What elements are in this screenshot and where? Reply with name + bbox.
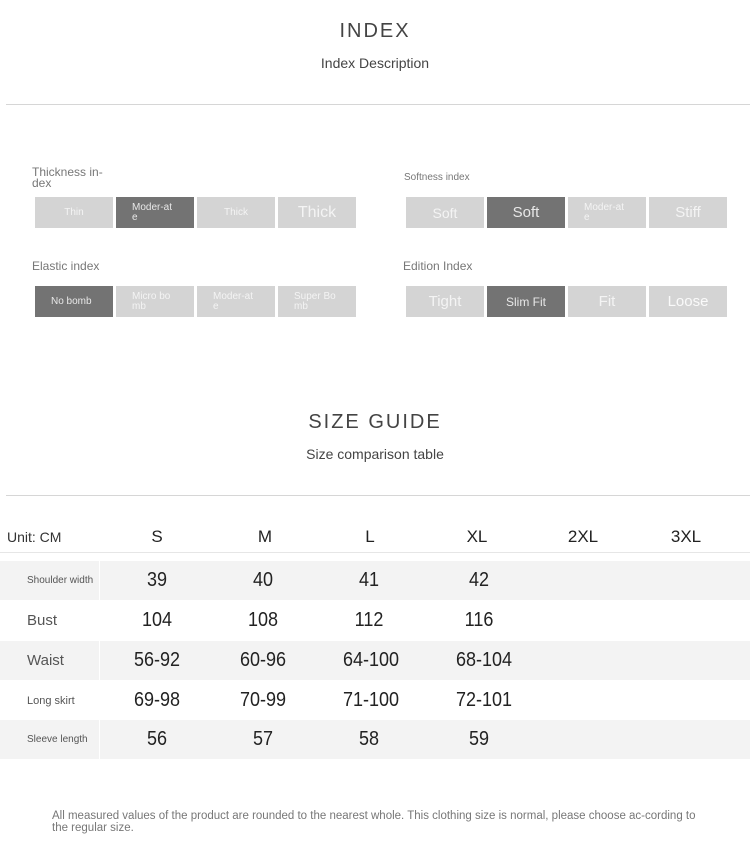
size-col-3xl: 3XL [670, 527, 702, 546]
table-row [0, 641, 750, 680]
thickness-option-thick-2: Thick [278, 197, 356, 228]
elastic-option-super-bomb: Super Bomb [278, 286, 356, 317]
softness-index-options [406, 197, 727, 228]
edition-option-slim-fit: Slim Fit [487, 286, 565, 317]
table-cell: 112 [354, 609, 384, 631]
edition-option-fit: Fit [568, 286, 646, 317]
size-col-2xl: 2XL [567, 527, 599, 546]
table-cell: 69-98 [133, 689, 181, 711]
row-label-sleeve-length: Sleeve length [0, 720, 100, 759]
divider [6, 495, 750, 496]
size-guide-subtitle: Size comparison table [306, 446, 444, 462]
size-footnote: All measured values of the product are rounded to the nearest whole. This clothing size is normal, please choose ac-cording to the regular size. [52, 810, 696, 834]
table-cell: 71-100 [342, 689, 400, 711]
thickness-index-options [35, 197, 356, 228]
size-guide-title: SIZE GUIDE [308, 411, 442, 433]
thickness-option-moderate: Moder-ate [116, 197, 194, 228]
unit-label: Unit: CM [7, 529, 62, 545]
elastic-option-moderate: Moder-ate [197, 286, 275, 317]
thickness-index-label: Thickness in-dex [32, 165, 103, 190]
table-cell: 108 [247, 609, 279, 631]
table-cell: 40 [252, 569, 274, 591]
thickness-option-thick: Thick [197, 197, 275, 228]
thickness-option-thin: Thin [35, 197, 113, 228]
index-title: INDEX [339, 20, 411, 42]
table-cell: 57 [252, 728, 274, 750]
edition-option-loose: Loose [649, 286, 727, 317]
table-cell: 70-99 [239, 689, 287, 711]
elastic-option-no-bomb: No bomb [35, 286, 113, 317]
table-cell: 56 [146, 728, 168, 750]
edition-index-options [406, 286, 727, 317]
table-cell: 59 [468, 728, 490, 750]
size-col-s: S [151, 527, 163, 546]
table-cell: 56-92 [133, 649, 181, 671]
table-row [0, 601, 750, 640]
table-cell: 60-96 [239, 649, 287, 671]
row-label-long-skirt: Long skirt [0, 681, 100, 720]
elastic-index-options [35, 286, 356, 317]
size-col-m: M [257, 527, 273, 546]
table-cell: 68-104 [455, 649, 513, 671]
table-cell: 64-100 [342, 649, 400, 671]
row-label-bust: Bust [0, 601, 100, 640]
softness-option-soft-selected: Soft [487, 197, 565, 228]
softness-option-stiff: Stiff [649, 197, 727, 228]
table-cell: 104 [141, 609, 173, 631]
softness-index-label: Softness index [404, 172, 470, 183]
divider [6, 104, 750, 105]
index-subtitle: Index Description [320, 55, 430, 71]
row-label-waist: Waist [0, 641, 100, 680]
table-cell: 58 [358, 728, 380, 750]
table-row [0, 561, 750, 600]
table-row [0, 681, 750, 720]
table-cell: 39 [146, 569, 168, 591]
elastic-option-micro-bomb: Micro bomb [116, 286, 194, 317]
row-label-shoulder-width: Shoulder width [0, 561, 100, 600]
softness-option-moderate: Moder-ate [568, 197, 646, 228]
table-cell: 72-101 [455, 689, 513, 711]
size-col-l: L [365, 527, 375, 546]
table-cell: 116 [464, 609, 494, 631]
table-cell: 42 [468, 569, 490, 591]
softness-option-soft: Soft [406, 197, 484, 228]
size-table-header [0, 520, 750, 553]
size-col-xl: XL [466, 527, 488, 546]
elastic-index-label: Elastic index [32, 259, 100, 273]
edition-index-label: Edition Index [403, 259, 473, 273]
table-cell: 41 [358, 569, 380, 591]
edition-option-tight: Tight [406, 286, 484, 317]
table-row [0, 720, 750, 759]
